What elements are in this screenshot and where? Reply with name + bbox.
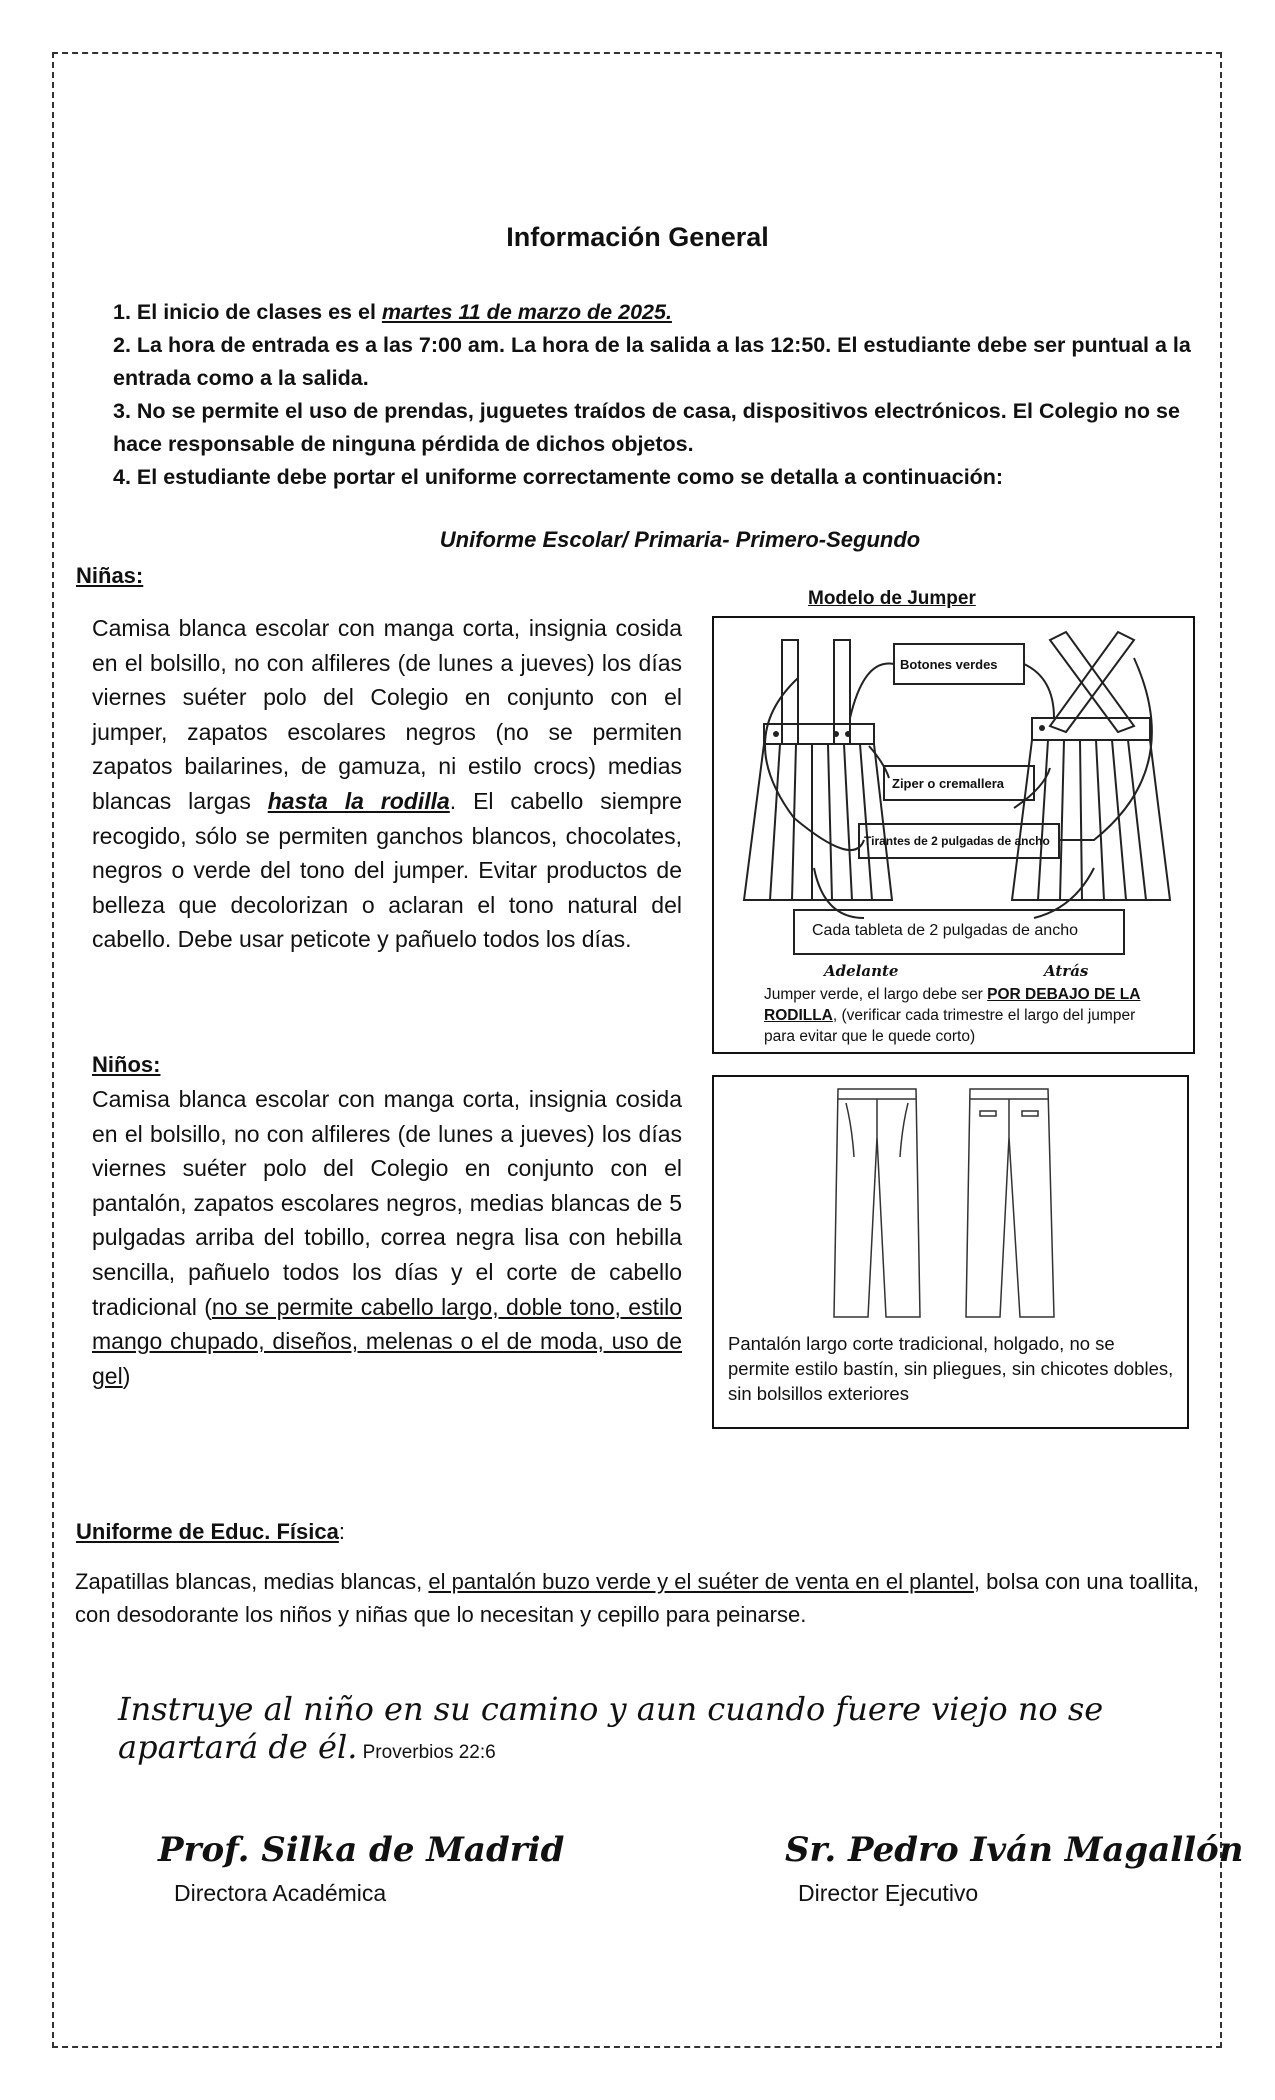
quote-text: Instruye al niño en su camino y aun cuando fuere viejo no se apartará de él. [118,1690,1104,1766]
general-rules [113,296,1213,494]
jumper-figure-title: Modelo de Jumper [808,588,976,609]
jumper-note-post: , (verificar cada trimestre el largo del jumper para evitar que le quede corto) [764,1007,1136,1045]
girls-text-1: Camisa blanca escolar con manga corta, insignia cosida en el bolsillo, no con alfileres (de lunes a jueves) los días viernes suéter polo del Colegio en conjunto con el jumper, zapatos escolares negros (no se permiten zapatos bailarines, de gamuza, ni estilo crocs) medias blancas largas [92,615,682,814]
role-academic: Directora Académica [174,1880,387,1906]
pe-heading-colon: : [338,1519,345,1544]
boys-heading: Niños: [92,1052,161,1077]
rule-3: 3. No se permite el uso de prendas, juguetes traídos de casa, dispositivos electrónicos. El Colegio no se hace responsable de ninguna pérdida de dichos objetos. [113,399,1180,456]
rule-4: 4. El estudiante debe portar el uniforme correctamente como se detalla a continuación: [113,465,1004,489]
quote-reference: Proverbios 22:6 [357,1742,496,1763]
jumper-note-pre: Jumper verde, el largo debe ser [764,986,988,1003]
boys-text-underlined: no se permite cabello largo, doble tono, estilo mango chupado, diseños, melenas o el de moda, uso de gel [92,1293,682,1389]
label-back: Atrás [1044,962,1089,980]
rule-2: 2. La hora de entrada es a las 7:00 am. La hora de la salida a las 12:50. El estudiante debe ser puntual a la entrada como a la salida. [113,333,1191,390]
pe-text-underlined: el pantalón buzo verde y el suéter de venta en el plantel [428,1569,974,1594]
pants-figure [712,1075,1189,1429]
rule-1-text: 1. El inicio de clases es el [113,300,382,324]
pants-drawing [714,1077,1187,1327]
label-pleats: Cada tableta de 2 pulgadas de ancho [812,922,1078,939]
rule-1 [113,296,1213,329]
girls-text-2: . El cabello siempre recogido, sólo se permiten ganchos blancos, chocolates, negros o verde del tono del jumper. Evitar productos de belleza que decolorizan o aclaran el tono natural del cabello. Debe usar peticote y pañuelo todos los días. [92,787,683,953]
signature-academic: Prof. Silka de Madrid [158,1830,565,1870]
jumper-figure [712,616,1195,1054]
uniform-title: Uniforme Escolar/ Primaria- Primero-Segundo [439,527,921,552]
boys-text-2: ) [122,1362,131,1389]
role-executive: Director Ejecutivo [798,1880,979,1906]
pe-heading: Uniforme de Educ. Física [76,1519,339,1544]
pe-heading-line [76,1519,345,1545]
page-title: Información General [506,222,769,252]
rule-1-date: martes 11 de marzo de 2025. [381,300,672,324]
label-front: Adelante [824,962,899,980]
boys-text-1: Camisa blanca escolar con manga corta, insignia cosida en el bolsillo, no con alfileres (de lunes a jueves) los días viernes suéter polo del Colegio en conjunto con el pantalón, zapatos escolares negros, medias blancas de 5 pulgadas arriba del tobillo, correa negra lisa con hebilla sencilla, pañuelo todos los días y el corte de cabello tradicional ( [92,1086,682,1320]
girls-description [92,611,682,957]
pe-description [75,1565,1200,1631]
girls-heading: Niñas: [76,563,144,588]
label-straps: Tirantes de 2 pulgadas de ancho [864,834,1050,848]
girls-text-emphasis: hasta la rodilla [267,787,450,814]
signature-executive: Sr. Pedro Iván Magallón [785,1830,1244,1870]
pe-text-2: , bolsa con una toallita, con desodorante los niños y niñas que lo necesitan y cepillo para peinarse. [75,1569,1199,1627]
jumper-note [764,984,1164,1047]
label-buttons: Botones verdes [900,657,998,672]
boys-description [92,1082,682,1393]
bible-quote [118,1690,1238,1766]
pe-text-1: Zapatillas blancas, medias blancas, [75,1569,429,1594]
pants-caption: Pantalón largo corte tradicional, holgado, no se permite estilo bastín, sin pliegues, sin chicotes dobles, sin bolsillos exteriores [728,1333,1174,1404]
jumper-note-emphasis: POR DEBAJO DE LA RODILLA [764,986,1141,1024]
label-zipper: Ziper o cremallera [892,776,1004,791]
